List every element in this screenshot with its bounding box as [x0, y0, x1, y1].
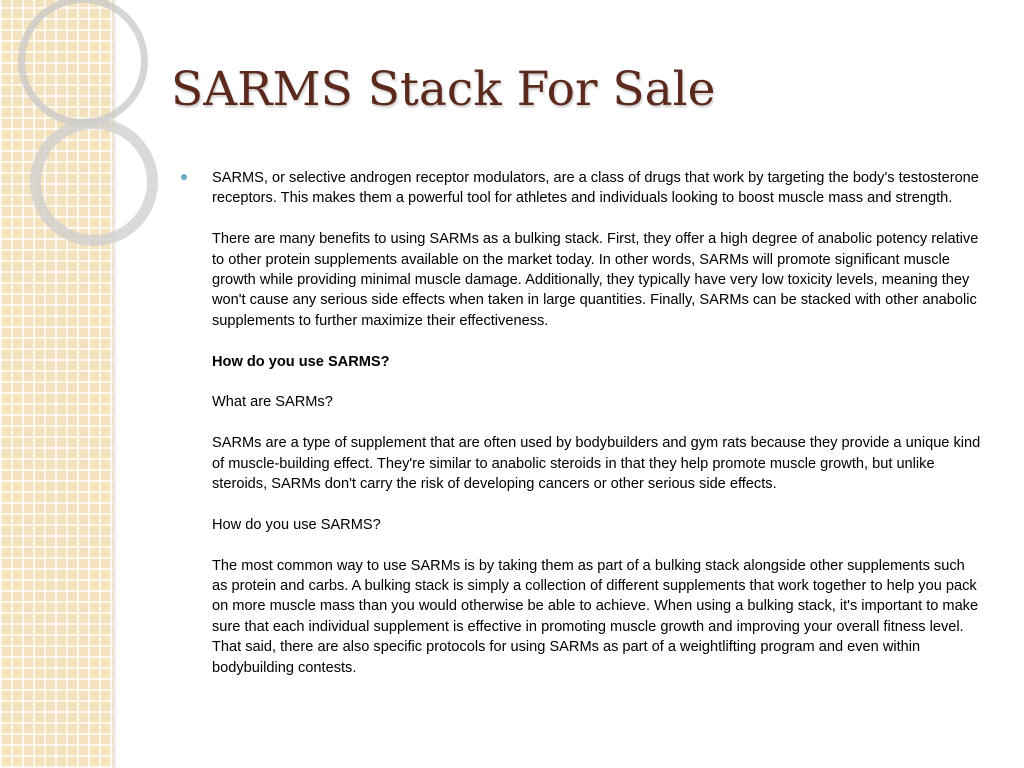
decorative-ring-middle — [30, 118, 158, 246]
heading-what-are-sarms: What are SARMs? — [212, 394, 333, 411]
slide-title: SARMS Stack For Sale — [171, 62, 716, 117]
paragraph-benefits: There are many benefits to using SARMs as a bulking stack. First, they offer a high degree of anabolic potency relative to other protein supplements available on the market today. In other words, SARMs will promote significant muscle growth while providing minimal muscle damage. Additionally, they typically have very low toxicity levels, meaning they won't cause any serious side effects when taken in large quantities. Finally, SARMs can be stacked with other anabolic supplements to further maximize their effectiveness. — [212, 231, 979, 329]
bullet-dot-icon — [181, 174, 187, 180]
paragraph-what-are-sarms: SARMs are a type of supplement that are often used by bodybuilders and gym rats because they provide a unique kind of muscle-building effect. They're similar to anabolic steroids in that they help promote muscle growth, but unlike steroids, SARMs don't carry the risk of developing cancers or other serious side effects. — [212, 435, 981, 493]
slide-body — [212, 168, 984, 678]
paragraph-intro: SARMS, or selective androgen receptor modulators, are a class of drugs that work by targeting the body's testosterone receptors. This makes them a powerful tool for athletes and individuals looking to boost muscle mass and strength. — [212, 170, 979, 207]
heading-how-to-use: How do you use SARMS? — [212, 516, 381, 533]
decorative-ring-top — [18, 0, 148, 126]
paragraph-bulking-stack: The most common way to use SARMs is by taking them as part of a bulking stack alongside other supplements such as protein and carbs. A bulking stack is simply a collection of different supplements that work together to help you pack on more muscle mass than you would otherwise be able to achieve. When using a bulking stack, it's important to make sure that each individual supplement is effective in promoting muscle growth and improving your overall fitness level. That said, there are also specific protocols for using SARMs as part of a weightlifting program and even within bodybuilding contests. — [212, 557, 979, 676]
heading-how-to-use-bold: How do you use SARMS? — [212, 353, 390, 370]
